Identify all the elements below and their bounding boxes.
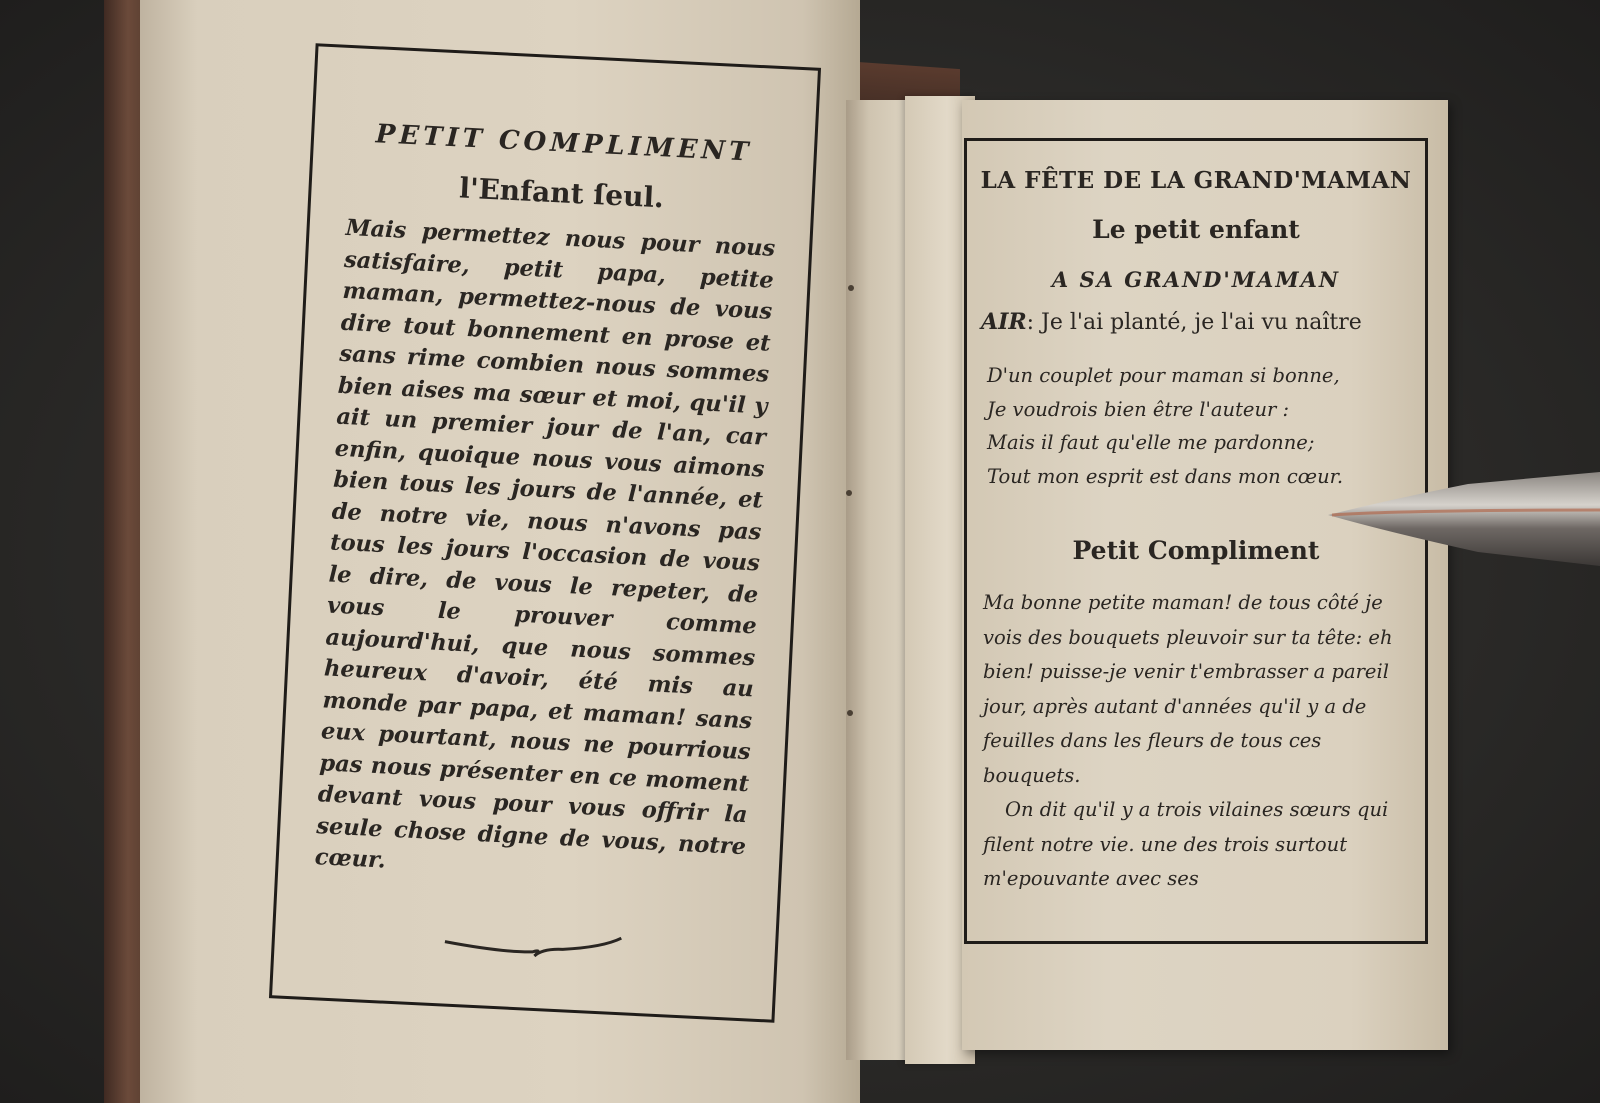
right-page-dedication: A SA GRAND'MAMAN (1051, 267, 1341, 292)
right-page-title: LA FÊTE DE LA GRAND'MAMAN (980, 167, 1412, 194)
compliment-heading: Petit Compliment (1072, 536, 1320, 565)
paragraph: On dit qu'il y a trois vilaines sœurs qui filent notre vie. une des trois surtout m'epouvante avec ses (983, 798, 1389, 890)
left-page-subtitle: l'Enfant ſeul. (458, 171, 665, 215)
air-text: : Je l'ai planté, je l'ai vu naître (1026, 310, 1362, 335)
verse-line: Je voudrois bien être l'auteur : (987, 397, 1290, 421)
air-line (981, 309, 1421, 335)
stitch-hole (848, 285, 854, 291)
verse-line: Mais il faut qu'elle me pardonne; (987, 431, 1315, 454)
right-page-subtitle: Le petit enfant (1092, 215, 1300, 244)
stitch-hole (847, 710, 853, 716)
left-page-title: PETIT COMPLIMENT (374, 119, 754, 168)
pointer-blade (1328, 470, 1600, 570)
paragraph: Ma bonne petite maman! de tous côté je vois des bouquets pleuvoir sur ta tête: eh bien! puisse-je venir t'embrasser a pareil jour, après autant d'années qu'il y a de feuilles dans les fleurs de tous ces bouquets. (983, 591, 1393, 787)
verse-line: D'un couplet pour maman si bonne, (987, 364, 1340, 387)
air-label: AIR (981, 309, 1027, 335)
stitch-hole (846, 490, 852, 496)
left-page-frame (269, 43, 821, 1023)
verse-line: Tout mon esprit est dans mon cœur. (987, 464, 1344, 488)
ornament-swash (442, 924, 623, 963)
left-page-body: Mais permettez nous pour nous satisfaire, petit papa, petite maman, permettez-nous de vous dire tout bonnement en prose et sans rime combien nous sommes bien aises ma sœur et moi, qu'il y ait un premier jour de l'an, car enfin, quoique nous vous aimons bien tous les jours de l'année, et de notre vie, nous n'avons pas tous les jours l'occasion de vous le dire, de vous le repeter, de vous le prouver comme aujourd'hui, que nous sommes heureux d'avoir, été mis au monde par papa, et maman! sans eux pourtant, nous ne pourrious pas nous présenter en ce moment devant vous pour vous offrir la seule chose digne de vous, notre cœur. (314, 214, 776, 874)
compliment-body (983, 586, 1413, 897)
